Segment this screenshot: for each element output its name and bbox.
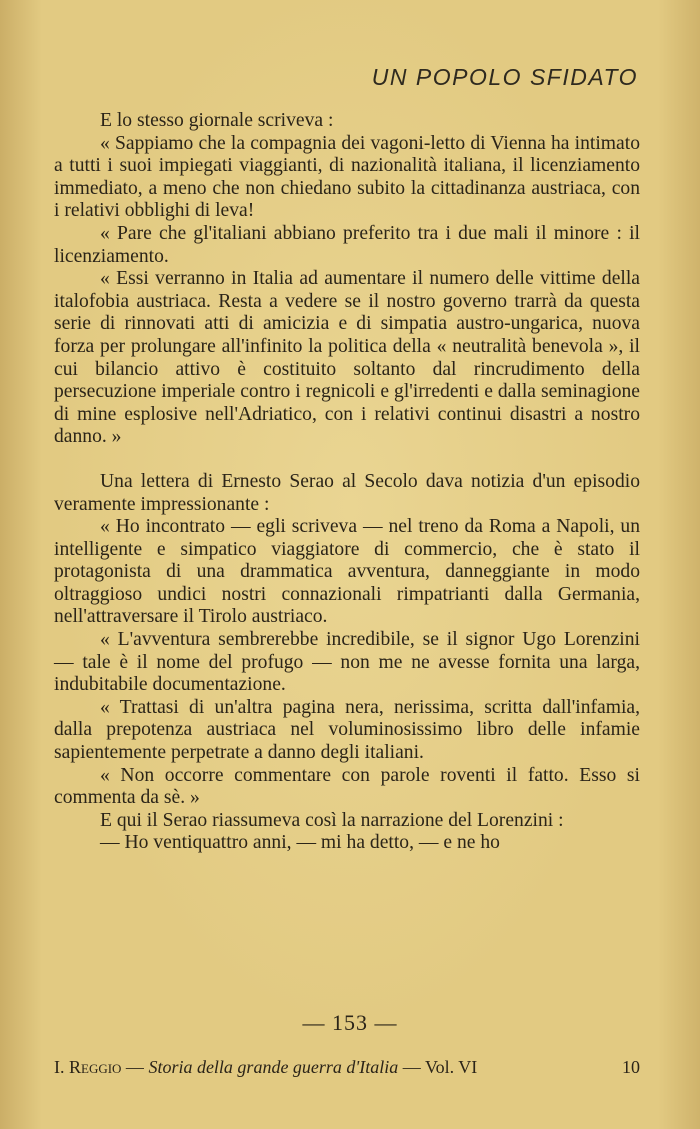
paragraph: « L'avventura sembrerebbe incredibile, se il signor Ugo Lorenzini — tale è il nome del profugo — non me ne avesse fornita una larga, indubitabile documentazione.	[54, 629, 640, 696]
paragraph: « Trattasi di un'altra pagina nera, nerissima, scritta dall'infamia, dalla prepotenza austriaca nel voluminosissimo libro delle infamie sapientemente perpetrate a danno degli italiani.	[54, 696, 640, 764]
footer-signature: 10	[622, 1057, 640, 1077]
paragraph: « Essi verranno in Italia ad aumentare il numero delle vittime della italofobia austriaca. Resta a vedere se il nostro governo trarrà da questa serie di rinnovati atti di amicizia e di simpatia austro-ungarica, nuova forza per prolungare all'infinito la politica della « neutralità benevola », il cui bilancio attivo è costituito soltanto dal rincrudimento della persecuzione imperiale contro i regnicoli e gl'irredenti e dalla seminagione di mine esplosive nell'Adriatico, con i relativi continui disastri a nostro danno. »	[54, 268, 640, 448]
footer	[54, 1057, 640, 1078]
paragraph: « Sappiamo che la compagnia dei vagoni-letto di Vienna ha intimato a tutti i suoi impiegati viaggianti, di nazionalità italiana, il licenziamento immediato, a meno che non chiedano subito la cittadinanza austriaca, con i relativi obblighi di leva!	[54, 132, 640, 222]
paragraph: — Ho ventiquattro anni, — mi ha detto, — e ne ho	[100, 832, 500, 854]
footer-author: I. Reggio —	[54, 1057, 144, 1077]
page-body	[54, 110, 640, 855]
paragraph: E qui il Serao riassumeva così la narrazione del Lorenzini :	[100, 809, 564, 831]
paragraph: Una lettera di Ernesto Serao al Secolo dava notizia d'un episodio veramente impressionante :	[54, 470, 640, 515]
page-number: — 153 —	[302, 1010, 398, 1035]
paragraph: « Ho incontrato — egli scriveva — nel treno da Roma a Napoli, un intelligente e simpatico viaggiatore di commercio, che è stato il protagonista di una drammatica avventura, danneggiante in modo oltraggioso undici nostri connazionali rimpatrianti dalla Germania, nell'attraversare il Tirolo austriaco.	[54, 516, 640, 628]
running-title: UN POPOLO SFIDATO	[371, 64, 638, 90]
footer-book-title: Storia della grande guerra d'Italia	[148, 1057, 399, 1077]
paragraph: « Pare che gl'italiani abbiano preferito tra i due mali il minore : il licenziamento.	[54, 222, 640, 267]
footer-volume: — Vol. VI	[402, 1057, 478, 1077]
footer-citation	[54, 1057, 477, 1078]
paragraph: E lo stesso giornale scriveva :	[100, 110, 334, 131]
paragraph: « Non occorre commentare con parole roventi il fatto. Esso si commenta da sè. »	[54, 764, 640, 809]
